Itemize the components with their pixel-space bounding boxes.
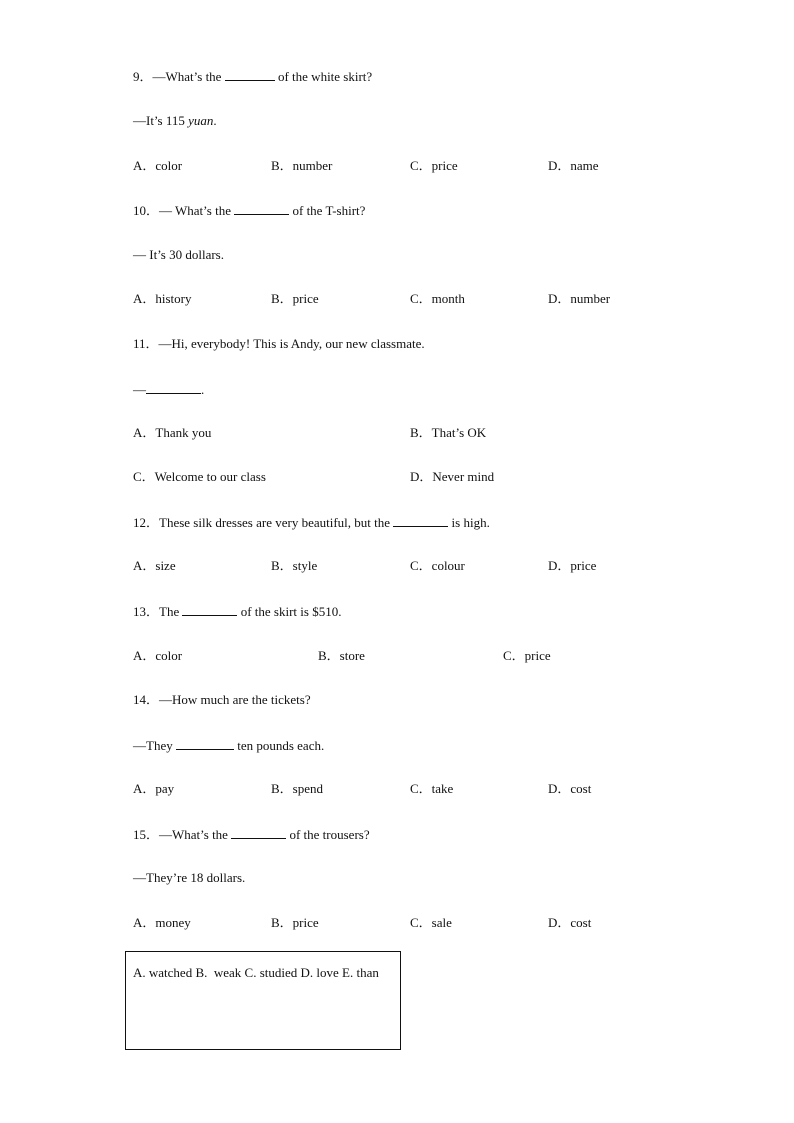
question-9-stem-before: 9．—What’s the — [133, 69, 225, 84]
question-12-option-a[interactable]: A．size — [133, 558, 176, 573]
question-10-stem-before: 10．— What’s the — [133, 203, 235, 218]
question-9-option-a[interactable]: A．color — [133, 158, 183, 173]
question-12-option-c[interactable]: C．colour — [410, 558, 465, 573]
question-13-option-a[interactable]: A．color — [133, 648, 183, 663]
question-9-answer-before: —It’s 115 — [133, 113, 189, 128]
question-11-stem: 11．—Hi, everybody! This is Andy, our new classmate. — [133, 336, 425, 351]
question-11-answer-after: . — [201, 382, 205, 397]
question-14-option-b[interactable]: B．spend — [271, 781, 324, 796]
question-14-stem: 14．—How much are the tickets? — [133, 692, 311, 707]
question-14-answer — [133, 737, 324, 754]
question-9-answer — [133, 113, 217, 129]
answer-blank — [182, 603, 237, 616]
question-11-answer-before: — — [133, 382, 146, 397]
question-15-option-a[interactable]: A．money — [133, 915, 191, 930]
question-10-option-d[interactable]: D．number — [548, 291, 611, 306]
question-14-option-d[interactable]: D．cost — [548, 781, 592, 796]
question-12-stem-before: 12．These silk dresses are very beautiful, but the — [133, 515, 394, 530]
question-14-option-a[interactable]: A．pay — [133, 781, 175, 796]
word-bank-text: A. watched B. weak C. studied D. love E. than — [133, 965, 379, 980]
question-15-stem-before: 15．—What’s the — [133, 827, 232, 842]
question-12-stem — [133, 514, 490, 531]
question-9-option-b[interactable]: B．number — [271, 158, 333, 173]
question-14-answer-after: ten pounds each. — [233, 738, 325, 753]
question-11-option-c[interactable]: C．Welcome to our class — [133, 469, 266, 484]
question-13-stem — [133, 603, 341, 620]
question-9-answer-italic: yuan — [188, 113, 214, 128]
question-15-stem-after: of the trousers? — [286, 827, 370, 842]
question-10-answer: — It’s 30 dollars. — [133, 247, 224, 262]
question-11-answer — [133, 381, 204, 398]
question-10-stem — [133, 202, 365, 219]
answer-blank — [393, 514, 448, 527]
question-11-option-b[interactable]: B．That’s OK — [410, 425, 487, 440]
answer-blank — [225, 68, 275, 81]
question-14-answer-before: —They — [133, 738, 176, 753]
question-15-option-b[interactable]: B．price — [271, 915, 319, 930]
question-13-option-c[interactable]: C．price — [503, 648, 551, 663]
question-9-answer-after: . — [213, 113, 217, 128]
question-10-option-a[interactable]: A．history — [133, 291, 192, 306]
question-15-option-c[interactable]: C．sale — [410, 915, 452, 930]
question-9-option-d[interactable]: D．name — [548, 158, 599, 173]
answer-blank — [234, 202, 289, 215]
question-15-stem — [133, 826, 370, 843]
question-12-option-d[interactable]: D．price — [548, 558, 597, 573]
question-11-option-a[interactable]: A．Thank you — [133, 425, 212, 440]
question-10-option-c[interactable]: C．month — [410, 291, 465, 306]
answer-blank — [146, 381, 201, 394]
question-13-option-b[interactable]: B．store — [318, 648, 365, 663]
question-11-option-d[interactable]: D．Never mind — [410, 469, 495, 484]
question-12-option-b[interactable]: B．style — [271, 558, 318, 573]
answer-blank — [176, 737, 234, 750]
word-bank-box — [125, 951, 401, 1050]
question-14-option-c[interactable]: C．take — [410, 781, 454, 796]
question-12-stem-after: is high. — [448, 515, 490, 530]
question-9-stem-after: of the white skirt? — [274, 69, 373, 84]
question-15-option-d[interactable]: D．cost — [548, 915, 592, 930]
question-10-stem-after: of the T-shirt? — [289, 203, 366, 218]
question-13-stem-before: 13．The — [133, 604, 183, 619]
question-13-stem-after: of the skirt is $510. — [237, 604, 342, 619]
question-15-answer: —They’re 18 dollars. — [133, 870, 246, 885]
question-10-option-b[interactable]: B．price — [271, 291, 319, 306]
question-9-option-c[interactable]: C．price — [410, 158, 458, 173]
question-9-stem — [133, 68, 372, 85]
answer-blank — [231, 826, 286, 839]
